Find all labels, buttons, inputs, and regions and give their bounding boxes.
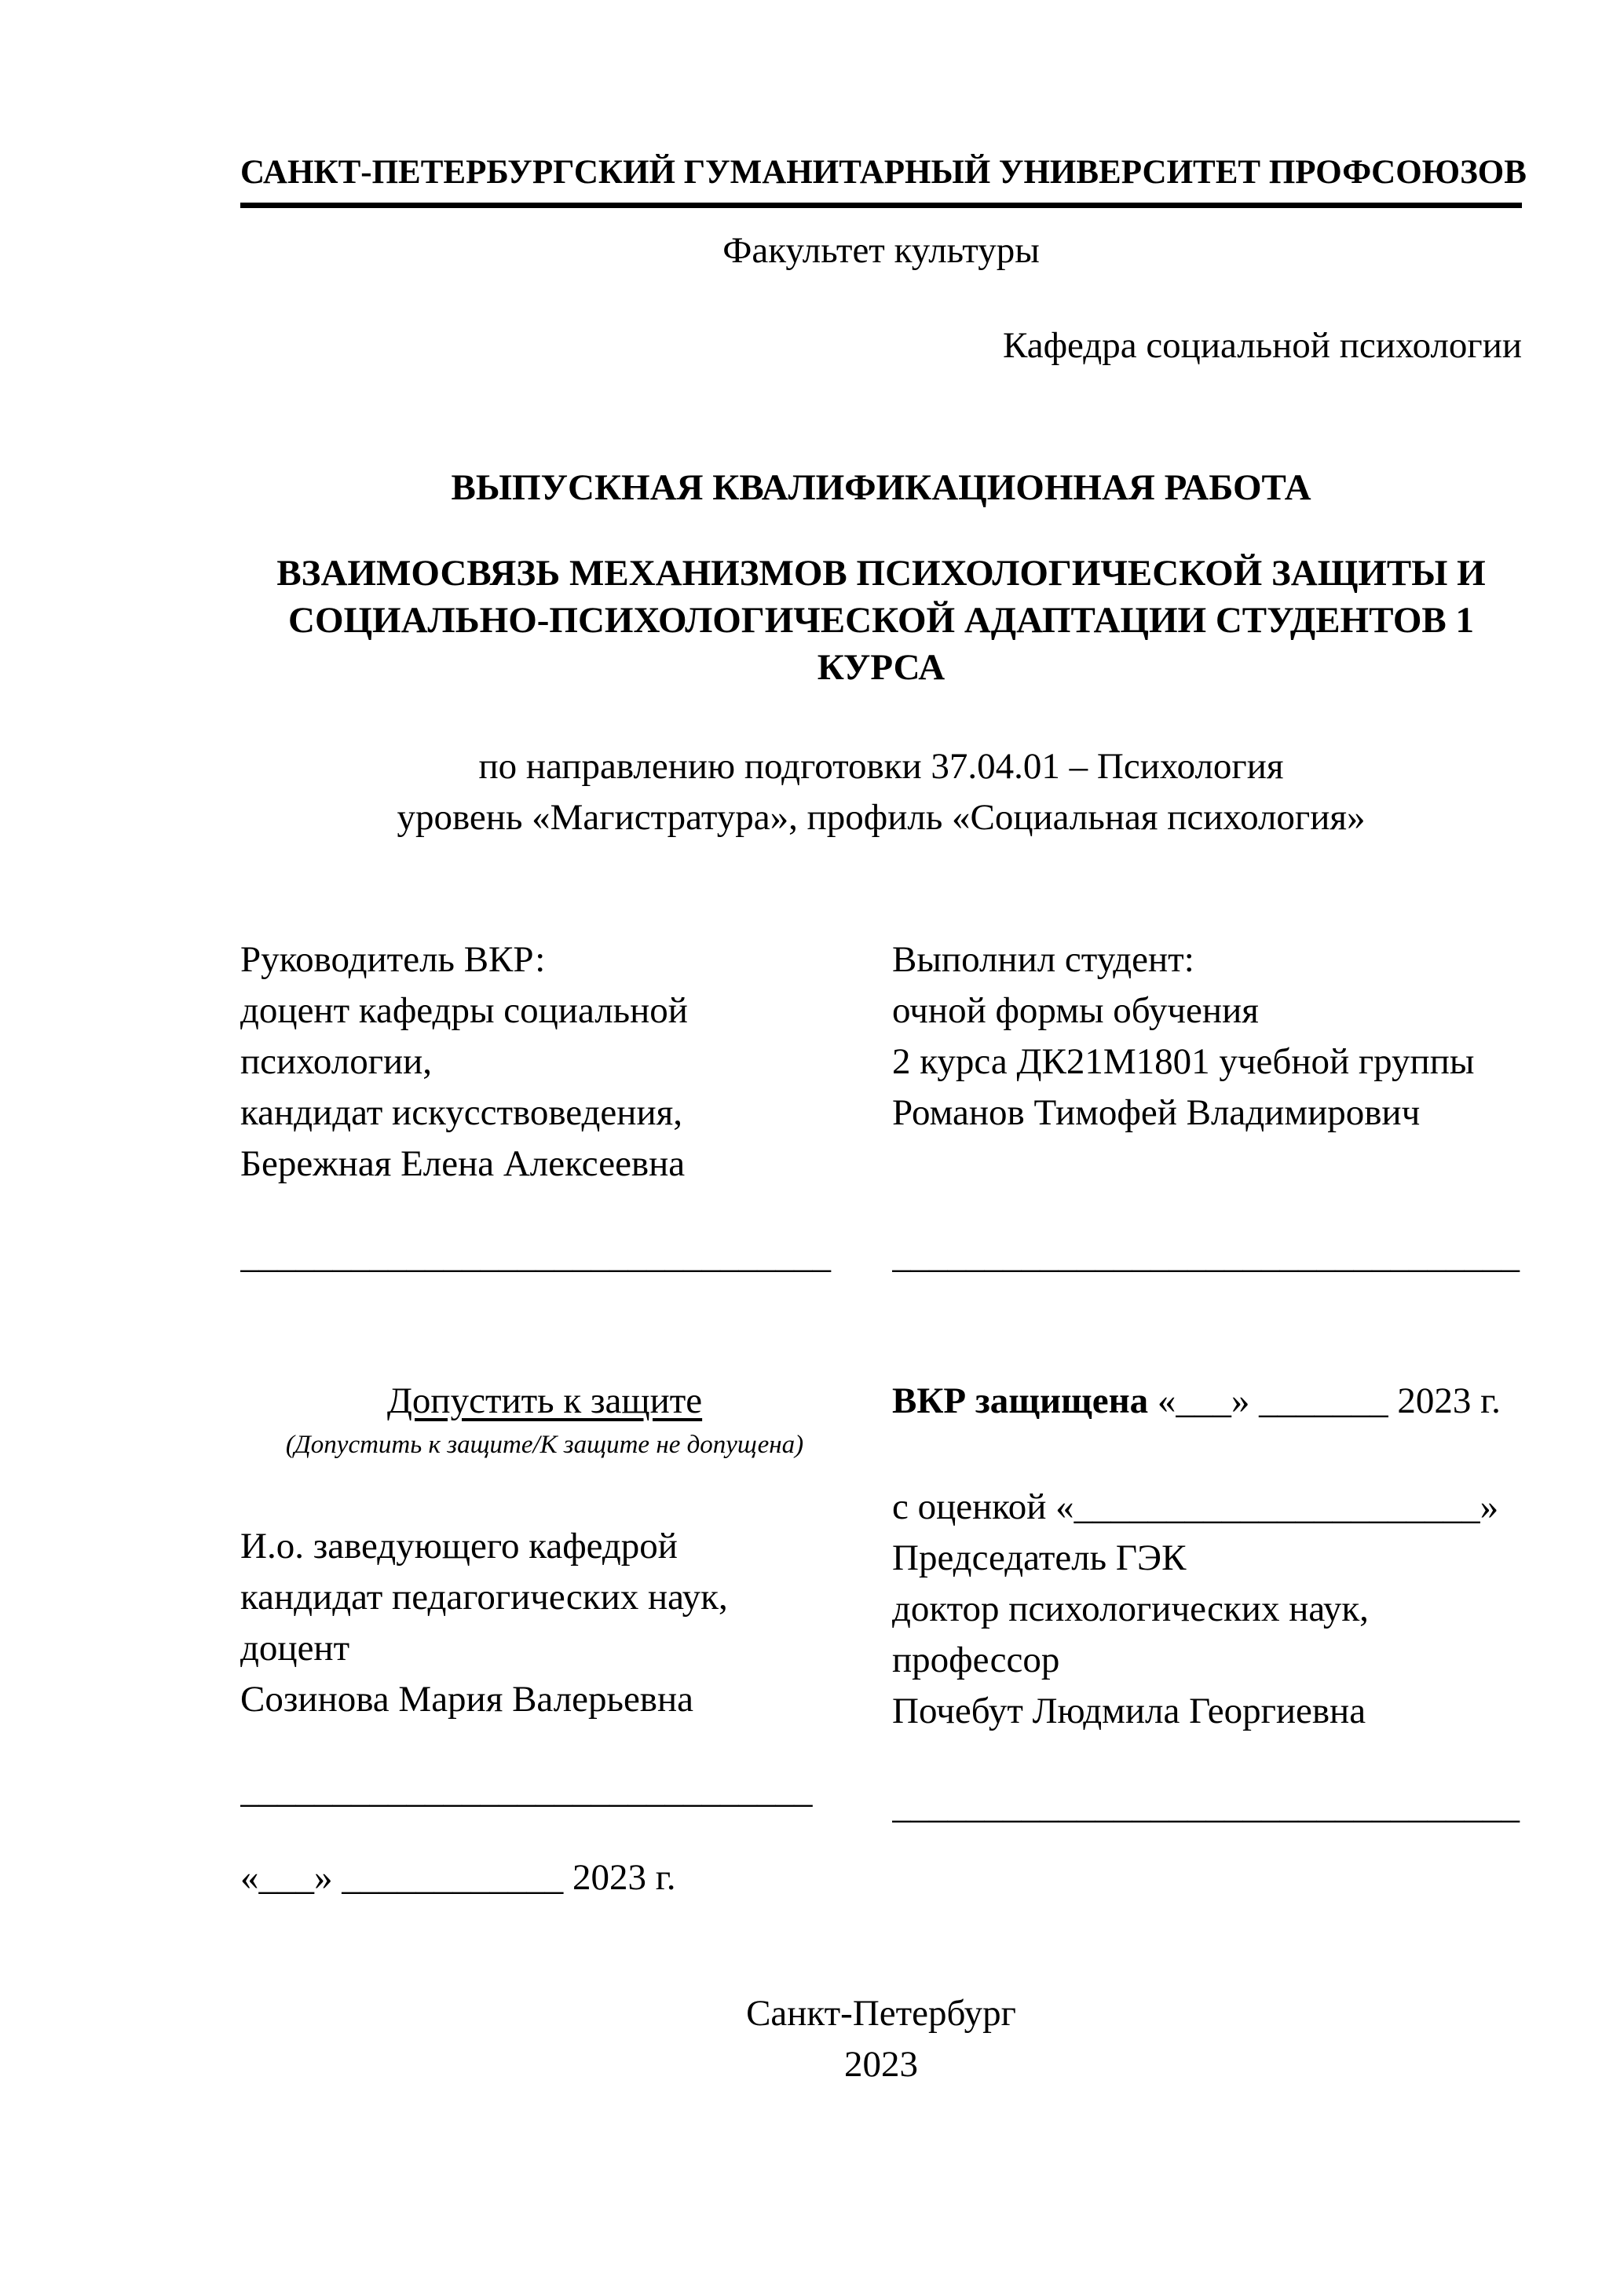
supervisor-position-line: доцент кафедры социальной	[240, 990, 688, 1031]
student-role-line: Выполнил студент:	[892, 939, 1194, 980]
thesis-title: ВЗАИМОСВЯЗЬ МЕХАНИЗМОВ ПСИХОЛОГИЧЕСКОЙ ЗАЩИТЫ И СОЦИАЛЬНО-ПСИХОЛОГИЧЕСКОЙ АДАПТАЦИИ СТУДЕНТОВ 1 КУРСА	[276, 553, 1486, 688]
footer-year: 2023	[844, 2044, 918, 2085]
faculty-line: Факультет культуры	[722, 230, 1040, 271]
supervisor-name-line: Бережная Елена Алексеевна	[240, 1143, 686, 1184]
spacer	[892, 1427, 1522, 1482]
gek-chair-signature-cell	[892, 1765, 1522, 1903]
department-line: Кафедра социальной психологии	[1003, 325, 1522, 366]
footer-block	[240, 1988, 1522, 2090]
program-level-line: уровень «Магистратура», профиль «Социальная психология»	[397, 797, 1366, 838]
defense-label: ВКР защищена	[892, 1380, 1149, 1421]
supervisor-block	[240, 934, 849, 1190]
defense-block	[892, 1376, 1522, 1737]
university-name: САНКТ-ПЕТЕРБУРГСКИЙ ГУМАНИТАРНЫЙ УНИВЕРСИТЕТ ПРОФСОЮЗОВ	[240, 154, 1527, 191]
gek-chair-name-line: Почебут Людмила Георгиевна	[892, 1691, 1366, 1731]
department-head-role-line: И.о. заведующего кафедрой	[240, 1526, 678, 1567]
supervisor-signature-line: ________________________________	[240, 1235, 831, 1276]
department-head-position-line: доцент	[240, 1628, 350, 1669]
defense-date-line	[892, 1376, 1522, 1427]
department-head-name-line: Созинова Мария Валерьевна	[240, 1679, 694, 1720]
supervisor-position-line: психологии,	[240, 1041, 433, 1082]
admission-block	[240, 1376, 849, 1737]
supervisor-degree-line: кандидат искусствоведения,	[240, 1092, 682, 1133]
department-head-degree-line: кандидат педагогических наук,	[240, 1577, 728, 1618]
student-group-line: 2 курса ДК21М1801 учебной группы	[892, 1041, 1475, 1082]
grade-line: с оценкой «______________________»	[892, 1486, 1499, 1527]
student-form-line: очной формы обучения	[892, 990, 1259, 1031]
spacer	[240, 1463, 849, 1521]
footer-city: Санкт-Петербург	[746, 1993, 1016, 2034]
department-head-date-line: «___» ____________ 2023 г.	[240, 1857, 676, 1898]
supervisor-role-line: Руководитель ВКР:	[240, 939, 546, 980]
admission-title: Допустить к защите	[386, 1380, 703, 1421]
student-signature-line: __________________________________	[892, 1235, 1520, 1276]
program-block	[240, 741, 1522, 843]
department-head-signature-cell	[240, 1765, 849, 1903]
program-direction-line: по направлению подготовки 37.04.01 – Психология	[478, 746, 1284, 787]
people-block	[240, 934, 1522, 1190]
gek-chair-signature-line: __________________________________	[892, 1786, 1520, 1826]
header-rule	[240, 203, 1522, 208]
defense-date-blanks: «___» _______ 2023 г.	[1148, 1380, 1501, 1421]
department-head-signature-line: _______________________________	[240, 1770, 813, 1811]
gek-chair-degree-line: доктор психологических наук,	[892, 1589, 1369, 1629]
gek-chair-position-line: профессор	[892, 1640, 1060, 1680]
admission-note: (Допустить к защите/К защите не допущена)	[285, 1431, 804, 1459]
signature-row-1	[240, 1230, 1522, 1281]
student-block	[892, 934, 1522, 1190]
gek-chair-role-line: Председатель ГЭК	[892, 1537, 1187, 1578]
approval-block	[240, 1376, 1522, 1737]
student-name-line: Романов Тимофей Владимирович	[892, 1092, 1421, 1133]
signature-row-2	[240, 1765, 1522, 1903]
work-type-heading: ВЫПУСКНАЯ КВАЛИФИКАЦИОННАЯ РАБОТА	[451, 467, 1311, 508]
